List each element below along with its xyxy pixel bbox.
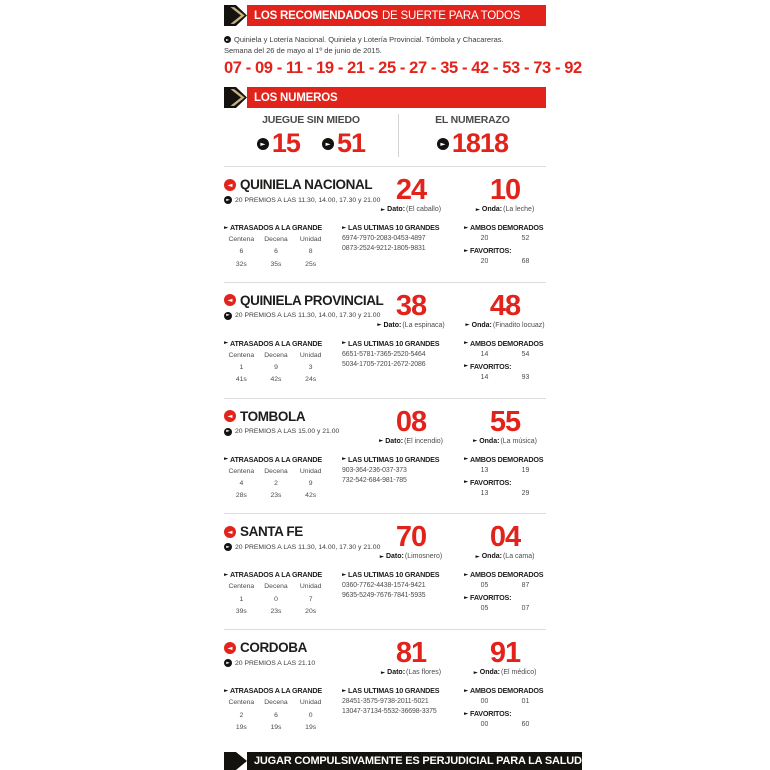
ultimas-block [342,223,464,271]
onda-value: (La leche) [503,206,535,214]
atrasados-cell: 1 [239,364,244,372]
featured-number [437,130,508,157]
atrasados-table [224,466,328,503]
intro-line1: Quiniela y Lotería Nacional. Quiniela y Lotería Provincial. Tómbola y Chacareras. [234,35,504,44]
ultimas-line2: 5034-1705-7201-2672-2086 [342,360,426,368]
triangle-right-icon: ► [464,247,469,254]
dato-column [358,174,464,214]
numeros-banner [224,87,546,108]
banner-arrow-icon [224,752,247,770]
favoritos-value1: 20 [480,258,489,266]
atrasados-cell: 6 [274,248,278,256]
play-circle-icon: ► [257,138,269,150]
ambos-favoritos-block [464,455,546,503]
ultimas-title: LAS ULTIMAS 10 GRANDES [348,338,440,348]
favoritos-value1: 00 [480,721,489,729]
atrasados-cell: 23s [270,607,282,615]
triangle-right-icon: ► [475,206,480,213]
ambos-value1: 13 [480,466,489,474]
triangle-right-icon: ► [464,687,469,694]
atrasados-block [224,339,342,387]
favoritos-value2: 93 [521,373,530,381]
onda-number: 91 [489,637,521,670]
atrasados-cell: 42s [270,376,282,384]
col-centena: Centena [228,351,255,359]
play-circle-icon: ► [224,543,232,551]
onda-number: 48 [489,289,521,322]
featured-number-value: 51 [336,128,365,158]
dato-label: Dato: [387,669,406,677]
section-head-left [224,409,358,445]
featured-numbers [224,114,546,166]
triangle-right-icon: ► [224,571,229,578]
numerazo-block [399,114,546,157]
intro-block [224,35,546,56]
atrasados-cell: 1 [239,595,244,603]
lottery-section [224,629,546,745]
section-schedule: 20 PREMIOS A LAS 15.00 y 21.00 [235,428,340,436]
ambos-value1: 05 [480,582,489,590]
favoritos-value2: 68 [521,258,530,266]
triangle-right-icon: ► [464,571,469,578]
onda-column [464,174,546,214]
sections-list [224,166,546,745]
atrasados-cell: 32s [235,260,247,268]
triangle-right-icon: ► [464,363,469,370]
ambos-value2: 87 [521,582,530,590]
section-title: QUINIELA NACIONAL [240,177,373,192]
dato-column [358,637,464,677]
atrasados-cell: 0 [274,595,278,603]
triangle-right-icon: ► [224,456,229,463]
atrasados-cell: 19s [305,723,317,731]
onda-value: (La música) [500,437,538,445]
ultimas-title: LAS ULTIMAS 10 GRANDES [348,223,440,233]
triangle-right-icon: ► [342,224,347,231]
dato-value: (La espinaca) [402,321,445,329]
recommended-numbers: 07 - 09 - 11 - 19 - 21 - 25 - 27 - 35 - 42 - 53 - 73 - 92 [224,59,582,77]
atrasados-cell: 9 [308,479,313,487]
atrasados-title: ATRASADOS A LA GRANDE [230,454,322,464]
atrasados-cell: 24s [305,376,317,384]
triangle-right-icon: ► [464,224,469,231]
dato-column [358,405,464,445]
col-unidad: Unidad [299,583,322,591]
intro-line2: Semana del 26 de mayo al 1º de junio de 2015. [224,45,382,55]
section-schedule: 20 PREMIOS A LAS 11.30, 14.00, 17.30 y 21.00 [235,543,381,551]
ultimas-title: LAS ULTIMAS 10 GRANDES [348,686,440,696]
onda-number: 55 [489,405,521,438]
featured-number [257,130,300,157]
favoritos-title: FAVORITOS: [470,709,512,719]
atrasados-cell: 19s [235,723,247,731]
ambos-value1: 14 [480,350,489,358]
ultimas-line2: 0873-2524-9212-1805-9831 [342,245,426,253]
atrasados-cell: 19s [270,723,282,731]
atrasados-cell: 23s [270,492,282,500]
favoritos-title: FAVORITOS: [470,593,512,603]
atrasados-block [224,686,342,734]
lottery-section [224,398,546,514]
play-circle-icon: ► [322,138,334,150]
atrasados-block [224,223,342,271]
triangle-right-icon: ► [342,456,347,463]
triangle-right-icon: ► [378,438,384,445]
atrasados-cell: 39s [235,607,247,615]
atrasados-cell: 6 [239,248,244,256]
dato-label: Dato: [383,321,402,329]
triangle-right-icon: ► [465,322,470,329]
onda-column [464,405,546,445]
atrasados-cell: 20s [305,607,317,615]
play-circle-icon: ► [224,659,232,667]
atrasados-cell: 42s [305,492,317,500]
page [224,0,582,770]
col-decena: Decena [264,699,288,707]
onda-label: Onda: [481,206,503,214]
section-head-left [224,292,384,329]
ambos-value2: 19 [521,466,530,474]
atrasados-title: ATRASADOS A LA GRANDE [230,223,322,233]
atrasados-title: ATRASADOS A LA GRANDE [230,686,322,696]
triangle-right-icon: ► [380,206,386,213]
back-circle-icon: ◄ [224,179,236,191]
atrasados-block [224,570,342,618]
triangle-right-icon: ► [224,687,229,694]
triangle-right-icon: ► [464,479,469,486]
dato-label: Dato: [387,206,406,214]
dato-value: (El incendio) [404,437,444,445]
col-decena: Decena [264,236,288,244]
banner-arrow-icon [224,5,247,26]
numeros-banner-title: LOS NUMEROS [254,91,338,104]
bottom-banner-bar [247,752,582,770]
featured-number [322,130,365,157]
col-decena: Decena [264,467,288,475]
atrasados-cell: 4 [239,479,244,487]
col-unidad: Unidad [299,699,322,707]
play-circle-icon: ► [224,428,232,436]
atrasados-cell: 28s [235,492,247,500]
atrasados-cell: 0 [308,711,313,719]
triangle-right-icon: ► [342,687,347,694]
ambos-title: AMBOS DEMORADOS [470,338,544,348]
ambos-favoritos-block [464,339,546,387]
ultimas-title: LAS ULTIMAS 10 GRANDES [348,570,440,580]
play-circle-icon: ► [437,138,449,150]
onda-column [464,521,546,561]
ultimas-block [342,686,464,734]
col-decena: Decena [264,583,288,591]
dato-label: Dato: [385,437,404,445]
atrasados-block [224,455,342,503]
back-circle-icon: ◄ [224,526,236,538]
ultimas-line1: 28451-3575-9738-2011-5021 [342,698,429,706]
favoritos-value1: 13 [480,489,489,497]
onda-value: (Finadito locuaz) [492,321,545,329]
dato-value: (El caballo) [406,206,442,214]
atrasados-cell: 7 [308,595,313,603]
lottery-section [224,513,546,629]
ambos-title: AMBOS DEMORADOS [470,454,544,464]
ultimas-line1: 6651-5781-7365-2520-5464 [342,350,426,358]
section-head-left [224,177,381,213]
favoritos-value2: 60 [521,721,530,729]
ultimas-line1: 0360-7762-4438-1574-9421 [342,582,426,590]
triangle-right-icon: ► [464,340,469,347]
triangle-right-icon: ► [224,224,229,231]
atrasados-cell: 8 [308,248,313,256]
play-circle-icon: ► [224,196,232,204]
banner-arrow-icon [224,87,247,108]
atrasados-cell: 35s [270,260,282,268]
ambos-title: AMBOS DEMORADOS [470,223,544,233]
juegue-sin-miedo-block [224,114,398,157]
triangle-right-icon: ► [472,438,478,445]
onda-label: Onda: [479,669,501,677]
triangle-right-icon: ► [342,340,347,347]
lottery-section [224,166,546,282]
favoritos-value2: 29 [521,489,530,497]
top-banner [224,5,546,26]
ambos-favoritos-block [464,686,546,734]
onda-label: Onda: [471,321,492,329]
favoritos-title: FAVORITOS: [470,246,512,256]
section-head-left [224,640,358,676]
bottom-banner-text: JUGAR COMPULSIVAMENTE ES PERJUDICIAL PARA LA SALUD [254,755,582,767]
numeros-banner-bar [247,87,546,108]
favoritos-value2: 07 [521,605,530,613]
dato-number: 08 [395,405,427,438]
back-circle-icon: ◄ [224,294,236,306]
onda-value: (La cama) [502,553,535,561]
featured-number-value: 15 [271,128,300,158]
section-title: QUINIELA PROVINCIAL [240,292,384,308]
back-circle-icon: ◄ [224,642,236,654]
atrasados-cell: 2 [274,479,278,487]
atrasados-table [224,697,328,734]
top-banner-title-bold: LOS RECOMENDADOS [254,9,378,22]
atrasados-cell: 25s [305,260,317,268]
ambos-title: AMBOS DEMORADOS [470,570,544,580]
ultimas-line1: 6974-7970-2083-0453-4897 [342,235,426,243]
dato-column [358,521,464,561]
numerazo-title: EL NUMERAZO [435,114,510,126]
dato-value: (Las flores) [406,669,442,677]
onda-column [464,289,546,329]
section-schedule: 20 PREMIOS A LAS 11.30, 14.00, 17.30 y 21.00 [235,312,381,320]
col-unidad: Unidad [299,236,322,244]
col-centena: Centena [228,699,255,707]
atrasados-table [224,350,328,387]
bottom-banner [224,752,582,770]
triangle-right-icon: ► [464,710,469,717]
ambos-value1: 00 [480,698,489,706]
ultimas-block [342,570,464,618]
atrasados-cell: 3 [308,364,313,372]
atrasados-table [224,581,328,618]
triangle-right-icon: ► [475,553,480,560]
ambos-value2: 54 [521,350,530,358]
onda-label: Onda: [479,437,500,445]
triangle-right-icon: ► [473,669,478,676]
col-centena: Centena [228,467,255,475]
dato-column [358,289,464,329]
favoritos-value1: 14 [480,373,489,381]
ultimas-line2: 732-542-684-981-785 [342,476,407,484]
ambos-value2: 01 [521,698,530,706]
ambos-title: AMBOS DEMORADOS [470,686,544,696]
onda-number: 10 [489,174,521,206]
section-schedule: 20 PREMIOS A LAS 21.10 [235,659,316,667]
favoritos-title: FAVORITOS: [470,361,512,371]
atrasados-table [224,234,328,271]
triangle-right-icon: ► [464,456,469,463]
triangle-right-icon: ► [377,322,382,329]
section-head-left [224,524,381,560]
section-title: SANTA FE [240,524,303,540]
ultimas-title: LAS ULTIMAS 10 GRANDES [348,454,440,464]
atrasados-cell: 9 [274,364,278,372]
numerazo-value: 1818 [451,128,508,158]
onda-number: 04 [489,521,521,554]
play-circle-icon: ► [224,312,232,320]
favoritos-value1: 05 [480,605,489,613]
dato-number: 81 [395,637,427,670]
dato-label: Dato: [385,553,404,561]
dato-number: 38 [395,289,427,322]
ultimas-line2: 9635-5249-7676-7841-5935 [342,592,426,600]
atrasados-title: ATRASADOS A LA GRANDE [230,338,322,348]
col-centena: Centena [228,236,255,244]
triangle-right-icon: ► [224,340,229,347]
ambos-favoritos-block [464,223,546,271]
triangle-right-icon: ► [380,669,386,676]
onda-column [464,637,546,677]
atrasados-cell: 41s [235,376,247,384]
juegue-sin-miedo-title: JUEGUE SIN MIEDO [262,114,360,126]
col-unidad: Unidad [299,351,322,359]
col-centena: Centena [228,583,255,591]
top-banner-title-rest: DE SUERTE PARA TODOS [381,9,521,22]
dato-value: (Limosnero) [404,553,443,561]
ultimas-block [342,455,464,503]
atrasados-cell: 2 [239,711,244,719]
triangle-right-icon: ► [342,571,347,578]
ultimas-line2: 13047-37134-5532-36698-3375 [342,708,437,716]
triangle-right-icon: ► [379,553,384,560]
ultimas-line1: 903-364-236-037-373 [342,466,407,474]
col-decena: Decena [264,351,288,359]
atrasados-title: ATRASADOS A LA GRANDE [230,570,322,580]
top-banner-bar [247,5,546,26]
ambos-value1: 20 [480,235,489,243]
section-title: TOMBOLA [240,408,306,424]
spacer [224,745,546,752]
dato-number: 70 [395,521,427,554]
triangle-right-icon: ► [464,594,469,601]
col-unidad: Unidad [299,467,322,475]
onda-label: Onda: [481,553,502,561]
favoritos-title: FAVORITOS: [470,477,512,487]
ambos-favoritos-block [464,570,546,618]
section-schedule: 20 PREMIOS A LAS 11.30, 14.00, 17.30 y 21.00 [235,196,381,204]
section-title: CORDOBA [240,640,307,656]
play-circle-icon: ► [225,36,230,42]
ultimas-block [342,339,464,387]
ambos-value2: 52 [521,235,530,243]
back-circle-icon: ◄ [224,410,236,422]
lottery-section [224,282,546,398]
atrasados-cell: 6 [274,711,278,719]
onda-value: (El médico) [501,669,537,677]
dato-number: 24 [395,174,427,206]
